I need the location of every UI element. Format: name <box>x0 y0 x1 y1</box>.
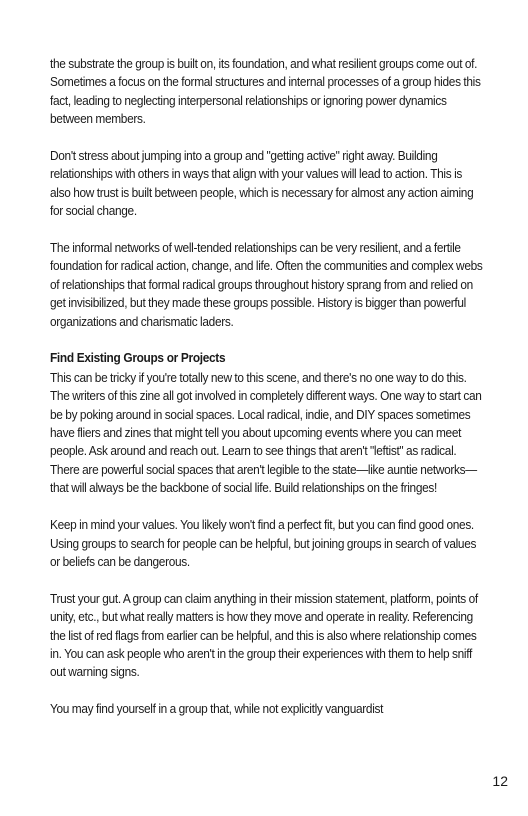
paragraph-vanguardist: You may find yourself in a group that, while not explicitly vanguardist <box>50 701 384 717</box>
paragraph-informal-networks: The informal networks of well-tended relationships can be very resilient, and a fertile foundation for radical action, change, and life. Often the communities and complex webs of relationships that formal radical groups throughout history sprang from and relied on get invisibilized, but they made these groups possible. History is bigger than powerful organizations and charismatic laders. <box>50 240 483 329</box>
page-body <box>50 55 484 737</box>
paragraph-tricky: This can be tricky if you're totally new to this scene, and there's no one way to do this. The writers of this zine all got involved in completely different ways. One way to start can be by poking around in social spaces. Local radical, indie, and DIY spaces sometimes have fliers and zines that might tell you about upcoming events where you can meet people. Ask around and reach out. Learn to see things that aren't "leftist" as radical. There are powerful social spaces that aren't legible to the state—like auntie networks—that will always be the backbone of social life. Build relationships on the fringes! <box>50 369 482 496</box>
section-heading: Find Existing Groups or Projects <box>50 350 226 366</box>
paragraph-substrate: the substrate the group is built on, its foundation, and what resilient groups come out of. Sometimes a focus on the formal structures and internal processes of a group hides this fact, leading to neglecting interpersonal relationships or ignoring power dynamics between members. <box>50 56 481 127</box>
paragraph-trust-gut: Trust your gut. A group can claim anything in their mission statement, platform, points of unity, etc., but what really matters is how they move and operate in reality. Referencing the list of red flags from earlier can be helpful, and this is also where relationship comes in. You can ask people who aren't in the group their experiences with them to help sniff out warning signs. <box>50 590 478 680</box>
page-number: 12 <box>492 773 508 789</box>
paragraph-dont-stress: Don't stress about jumping into a group and "getting active" right away. Building relationships with others in ways that align with your values will lead to action. This is also how trust is built between people, which is necessary for almost any action aiming for social change. <box>50 148 474 219</box>
paragraph-values: Keep in mind your values. You likely won't find a perfect fit, but you can find good ones. Using groups to search for people can be helpful, but joining groups in search of values or beliefs can be dangerous. <box>50 517 477 569</box>
